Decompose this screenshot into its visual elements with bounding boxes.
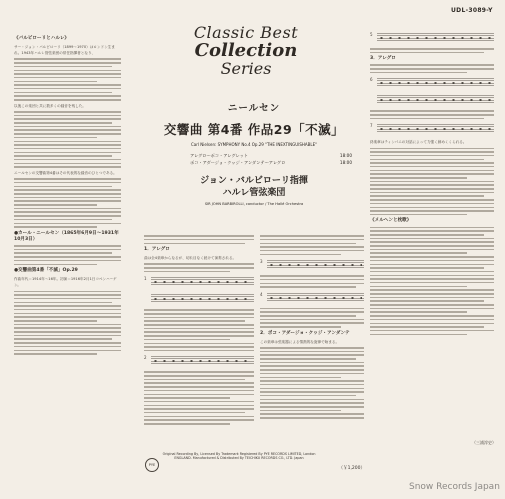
music-example-6	[370, 76, 494, 90]
section-heading-barbirolli: 《バルビローリとハルレ》	[14, 36, 70, 41]
section-heading-nielsen: ●カール・ニールセン（1865年6月9日～1931年10月3日）	[14, 230, 119, 242]
footer-credits	[145, 452, 371, 478]
movement-time: 18:00	[339, 153, 352, 158]
paragraph: 作曲年代＝1914年～16年。初演＝1916年2月1日コペンハーゲン。	[14, 277, 117, 288]
paragraph: 以後この楽団と共に数多くの録音を残した。	[14, 103, 86, 108]
watermark: Snow Records Japan	[409, 482, 500, 492]
movement-side	[156, 159, 190, 166]
notes-column-4	[370, 28, 494, 337]
music-example-7	[370, 122, 494, 136]
movement-name: ポコ・アダージョ・クヮジ・アンダンテ～アレグロ	[190, 160, 286, 165]
conductor-credit	[156, 175, 352, 199]
pye-logo-icon: PYE	[145, 458, 159, 472]
paragraph: サー・ジョン・バルビローリ（1899～1970）はロンドン生まれ。1943年ハルレ管弦楽団の常任指揮者となり、	[14, 45, 115, 56]
music-example-1b	[144, 292, 254, 306]
section-heading-symphony: ●交響曲第4番「不滅」Op.29	[14, 268, 78, 274]
example-number: 3	[260, 259, 263, 265]
music-example-3	[260, 258, 364, 272]
music-example-2	[144, 354, 254, 368]
work-title: 交響曲 第4番 作品29「不滅」	[163, 122, 345, 137]
music-example-5	[370, 31, 494, 45]
example-number: 7	[370, 123, 373, 129]
paragraph: 曲は全4楽章からなるが、切れ目なく続けて演奏される。	[144, 256, 237, 261]
conductor-name: ジョン・バルビローリ指揮	[200, 176, 308, 186]
movement-name: アレグロ～ポコ・アレグレット	[190, 153, 249, 158]
notes-column-2	[144, 233, 254, 427]
logo-line-3: Series	[220, 59, 272, 78]
music-example-4	[260, 291, 364, 305]
logo-line-2: Collection	[194, 40, 298, 61]
footer-legal-text: Original Recording By, Licensed By Trademark Registered By PYE RECORDS LIMITED, London ENGLAND. Manufactured & Distributed By TEICHIKU RECORDS CO., LTD. Japan	[162, 452, 316, 461]
movement-heading-3: 3．アレグロ	[370, 56, 396, 62]
composer-name: ニールセン	[227, 103, 281, 114]
movement-row	[156, 159, 352, 166]
example-number: 4	[260, 291, 263, 297]
paragraph: 終楽章はティンパニの対話によって力強く締めくくられる。	[370, 140, 467, 145]
performers-english: SIR JOHN BARBIROLLI, conductor / The Hallé Orchestra	[204, 202, 304, 206]
section-heading-marchen: 《メルヘンと枕歌》	[370, 218, 412, 224]
music-example-6b	[370, 93, 494, 107]
movement-row	[156, 152, 352, 159]
movement-time: 18:00	[339, 160, 352, 165]
notes-column-1	[14, 33, 121, 357]
logo-line-1: Classic Best	[193, 23, 299, 42]
classic-best-collection-logo	[162, 24, 330, 92]
paragraph: ニールセンの交響曲第4番はその代表的な録音のひとつである。	[14, 171, 117, 175]
example-number: 6	[370, 77, 373, 83]
music-example-1	[144, 275, 254, 289]
example-number: 2	[144, 355, 147, 361]
catalog-number: UDL-3089-Y	[451, 7, 493, 14]
price-label: （￥1,200）	[338, 466, 365, 471]
movement-heading-1: 1．アレグロ	[144, 247, 170, 253]
title-block	[156, 100, 352, 206]
paragraph: この楽章は弦楽器による情熱的な旋律で始まる。	[260, 339, 340, 344]
work-title-english: Carl Nielsen: SYMPHONY No.4 Op.29 "THE INEXTINGUISHABLE"	[190, 142, 318, 147]
orchestra-name: ハルレ管弦楽団	[222, 188, 286, 198]
author-signature: （三浦淳史）	[472, 440, 496, 445]
movement-heading-2: 2．ポコ・アダージョ・クヮジ・アンダンテ	[260, 330, 350, 336]
example-number: 1	[144, 276, 147, 282]
notes-column-3	[260, 233, 364, 421]
movement-side	[156, 152, 190, 159]
example-number: 5	[370, 32, 373, 37]
